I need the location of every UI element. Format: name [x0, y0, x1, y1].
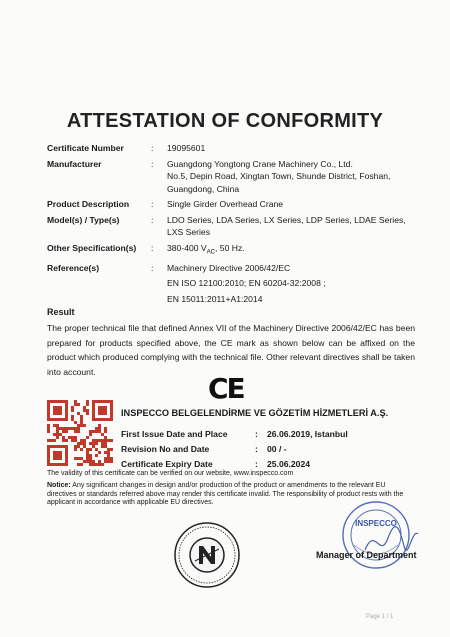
certificate-fields — [47, 142, 417, 308]
manufacturer-value — [167, 158, 417, 196]
models-line-2: LXS Series — [167, 227, 210, 237]
manufacturer-label: Manufacturer — [47, 158, 102, 169]
colon: : — [255, 428, 258, 439]
manufacturer-line-1: Guangdong Yongtong Crane Machinery Co., Ltd. — [167, 158, 353, 169]
product-label: Product Description — [47, 199, 130, 209]
colon: : — [255, 458, 258, 469]
colon: : — [151, 242, 154, 253]
page-number: Page 1 / 1 — [366, 614, 394, 620]
other-spec-prefix: 380-400 V — [167, 242, 207, 253]
manager-signature-label: Manager of Department — [316, 550, 417, 560]
ce-mark: CE — [208, 372, 244, 405]
stamp-text: INSPECCO — [355, 519, 397, 528]
other-spec-suffix: , 50 Hz. — [215, 242, 245, 253]
certificate-number-row — [47, 142, 417, 155]
reference-line-3: EN 15011:2011+A1:2014 — [167, 293, 263, 304]
revision-value: 00 / - — [267, 443, 287, 454]
manufacturer-line-3: Guangdong, China — [167, 183, 240, 194]
manufacturer-line-2: No.5, Depin Road, Xingtan Town, Shunde District, Foshan, — [167, 171, 391, 181]
product-row — [47, 198, 417, 211]
product-value: Single Girder Overhead Crane — [167, 199, 284, 209]
accreditation-seal-icon — [173, 521, 241, 589]
reference-row — [47, 262, 417, 306]
first-issue-label: First Issue Date and Place — [121, 428, 228, 439]
models-line-1: LDO Series, LDA Series, LX Series, LDP Series, LDAE Series, — [167, 214, 406, 225]
colon: : — [255, 443, 258, 454]
colon: : — [151, 143, 154, 153]
models-row — [47, 214, 417, 239]
models-label: Model(s) / Type(s) — [47, 214, 120, 225]
colon: : — [151, 199, 154, 209]
manufacturer-row — [47, 158, 417, 196]
expiry-label: Certificate Expiry Date — [121, 458, 213, 469]
reference-line-1: Machinery Directive 2006/42/EC — [167, 262, 291, 273]
validity-note: The validity of this certificate can be verified on our website, www.inspecco.com — [47, 470, 294, 477]
first-issue-row — [121, 426, 348, 441]
other-spec-value — [167, 242, 417, 259]
qr-code — [47, 400, 113, 466]
colon: : — [151, 158, 154, 169]
certificate-number-label: Certificate Number — [47, 143, 124, 153]
revision-label: Revision No and Date — [121, 443, 210, 454]
organization-name: INSPECCO BELGELENDİRME VE GÖZETİM HİZMETLERİ A.Ş. — [121, 408, 389, 418]
expiry-row — [121, 456, 348, 471]
reference-line-2: EN ISO 12100:2010; EN 60204-32:2008 ; — [167, 278, 326, 289]
result-text: The proper technical file that defined Annex VII of the Machinery Directive 2006/42/EC has been prepared for products specified above, the CE mark as shown below can be affixed on the product which produced complying with the technical file. Other relevant directives shall be taken into account. — [47, 323, 415, 377]
document-title: ATTESTATION OF CONFORMITY — [66, 110, 384, 132]
certificate-number-value: 19095601 — [167, 143, 206, 153]
issue-info — [121, 426, 348, 471]
first-issue-value: 26.06.2019, Istanbul — [267, 428, 348, 439]
notice-label: Notice: — [47, 482, 71, 489]
other-spec-row — [47, 242, 417, 259]
models-value — [167, 214, 417, 239]
colon: : — [151, 214, 154, 225]
reference-label: Reference(s) — [47, 262, 100, 273]
other-spec-subscript: AC — [206, 249, 216, 256]
notice-text: Any significant changes in design and/or production of the product or amendments to the relevant EU directives or standards referred above may render this certificate invalid. The responsibility of product rests with the applicant in accordance with applicable EU directives. — [47, 482, 404, 506]
revision-row — [121, 441, 348, 456]
colon: : — [151, 262, 154, 273]
other-spec-label: Other Specification(s) — [47, 242, 137, 253]
result-heading: Result — [47, 307, 75, 317]
reference-value — [167, 262, 417, 306]
expiry-value: 25.06.2024 — [267, 458, 311, 469]
